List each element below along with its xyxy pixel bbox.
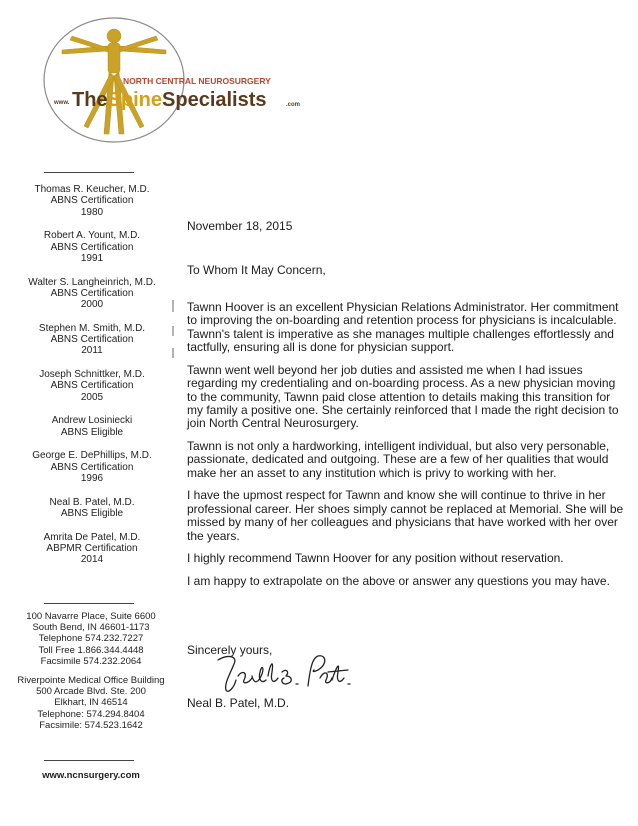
- elkhart-address-line: 500 Arcade Blvd. Ste. 200: [36, 686, 146, 698]
- physicians-list: [16, 184, 168, 578]
- physician-name: Joseph Schnittker, M.D.: [39, 369, 145, 381]
- physician-credential: ABNS Eligible: [60, 507, 124, 519]
- physician-credential: ABNS Certification: [50, 334, 134, 346]
- physician-entry: [16, 230, 168, 264]
- letter-paragraph: I highly recommend Tawnn Hoover for any position without reservation.: [187, 551, 564, 566]
- elkhart-building-name: Riverpointe Medical Office Building: [17, 675, 165, 687]
- physician-name: Robert A. Yount, M.D.: [43, 230, 141, 242]
- letter-paragraph: I am happy to extrapolate on the above or answer any questions you may have.: [187, 573, 610, 588]
- physician-credential: ABNS Certification: [50, 380, 134, 392]
- physician-year: 2011: [81, 345, 103, 357]
- physician-year: 1996: [80, 472, 104, 484]
- physician-year: 1991: [80, 252, 104, 264]
- physician-credential: ABNS Certification: [50, 461, 134, 473]
- physician-entry: [16, 184, 168, 218]
- physician-entry: [16, 277, 168, 311]
- physician-year: 2014: [80, 554, 104, 566]
- elkhart-address-line: Elkhart, IN 46514: [54, 697, 128, 709]
- office-addresses: [16, 611, 166, 731]
- physician-credential: ABPMR Certification: [46, 542, 138, 554]
- physician-year: 2005: [80, 391, 104, 403]
- physician-name: Walter S. Langheinrich, M.D.: [28, 276, 156, 288]
- margin-marks: [172, 300, 176, 360]
- physician-entry: [16, 369, 168, 403]
- physician-name: George E. DePhillips, M.D.: [32, 450, 152, 462]
- elkhart-facsimile: Facsimile: 574.523.1642: [39, 719, 143, 731]
- physician-name: Neal B. Patel, M.D.: [49, 496, 135, 508]
- physician-name: Stephen M. Smith, M.D.: [38, 322, 146, 334]
- south-bend-address-line: 100 Navarre Place, Suite 6600: [26, 611, 156, 622]
- letter-closing: Sincerely yours,: [187, 643, 273, 657]
- practice-logo: [32, 14, 302, 154]
- physician-name: Andrew Losiniecki: [51, 415, 133, 427]
- elkhart-telephone: Telephone: 574.294.8404: [37, 708, 145, 720]
- physician-entry: [16, 450, 168, 484]
- physician-credential: ABNS Certification: [50, 195, 134, 207]
- physician-credential: ABNS Certification: [50, 287, 134, 299]
- physician-entry: [16, 415, 168, 438]
- sidebar-divider-top: [44, 172, 134, 173]
- physician-credential: ABNS Certification: [50, 241, 134, 253]
- physician-year: 2000: [80, 299, 104, 311]
- south-bend-telephone: Telephone 574.232.7227: [38, 633, 144, 645]
- letter-salutation: To Whom It May Concern,: [187, 263, 326, 277]
- letter-paragraph: Tawnn is not only a hardworking, intelligent individual, but also very personable, passionate, dedicated and outgoing. These are a few of her qualities that would make her an asset to any institution which is privy to working with her.: [187, 439, 610, 480]
- south-bend-address-line: South Bend, IN 46601-1173: [32, 622, 150, 634]
- physician-year: 1980: [80, 206, 104, 218]
- signer-name: Neal B. Patel, M.D.: [187, 696, 290, 710]
- sidebar-divider-middle: [44, 603, 134, 604]
- sidebar-divider-bottom: [44, 760, 134, 761]
- letter-date: November 18, 2015: [187, 219, 293, 233]
- letter-paragraph: Tawnn went well beyond her job duties and assisted me when I had issues regarding my credentialing and on-boarding process. As a new physician moving to the community, Tawnn paid close attention to details making this transition for my family a positive one. She certainly reinforced that I made the right decision to join North Central Neurosurgery.: [187, 362, 619, 431]
- letter-paragraph: I have the upmost respect for Tawnn and know she will continue to thrive in her professional career. Her shoes simply cannot be replaced at Memorial. She will be missed by many of her colleagues and physicians that have worked with her over the years.: [187, 488, 624, 543]
- south-bend-facsimile: Facsimile 574.232.2064: [40, 655, 142, 667]
- letter-paragraph: Tawnn Hoover is an excellent Physician Relations Administrator. Her commitment to improving the on-boarding and retention process for physicians is incalculable. Tawnn's talent is imperative as she manages multiple challenges effortlessly and tactfully, ensuring all is done for physician support.: [187, 300, 619, 355]
- letter-body: [187, 219, 627, 588]
- logo-wordmark: TheSpineSpecialists: [72, 89, 267, 111]
- logo-prefix: www.: [54, 100, 70, 106]
- south-bend-toll-free: Toll Free 1.866.344.4448: [38, 644, 144, 656]
- handwritten-signature: [214, 650, 354, 700]
- physician-name: Amrita De Patel, M.D.: [43, 531, 141, 543]
- physician-entry: [16, 532, 168, 566]
- logo-top-text: NORTH CENTRAL NEUROSURGERY: [123, 76, 271, 86]
- website-link[interactable]: www.ncnsurgery.com: [42, 770, 140, 781]
- physician-credential: ABNS Eligible: [60, 426, 124, 438]
- physician-entry: [16, 323, 168, 357]
- letter-paragraphs: [187, 301, 627, 597]
- physician-entry: [16, 497, 168, 520]
- physician-name: Thomas R. Keucher, M.D.: [34, 184, 150, 195]
- logo-suffix: .com: [286, 102, 301, 108]
